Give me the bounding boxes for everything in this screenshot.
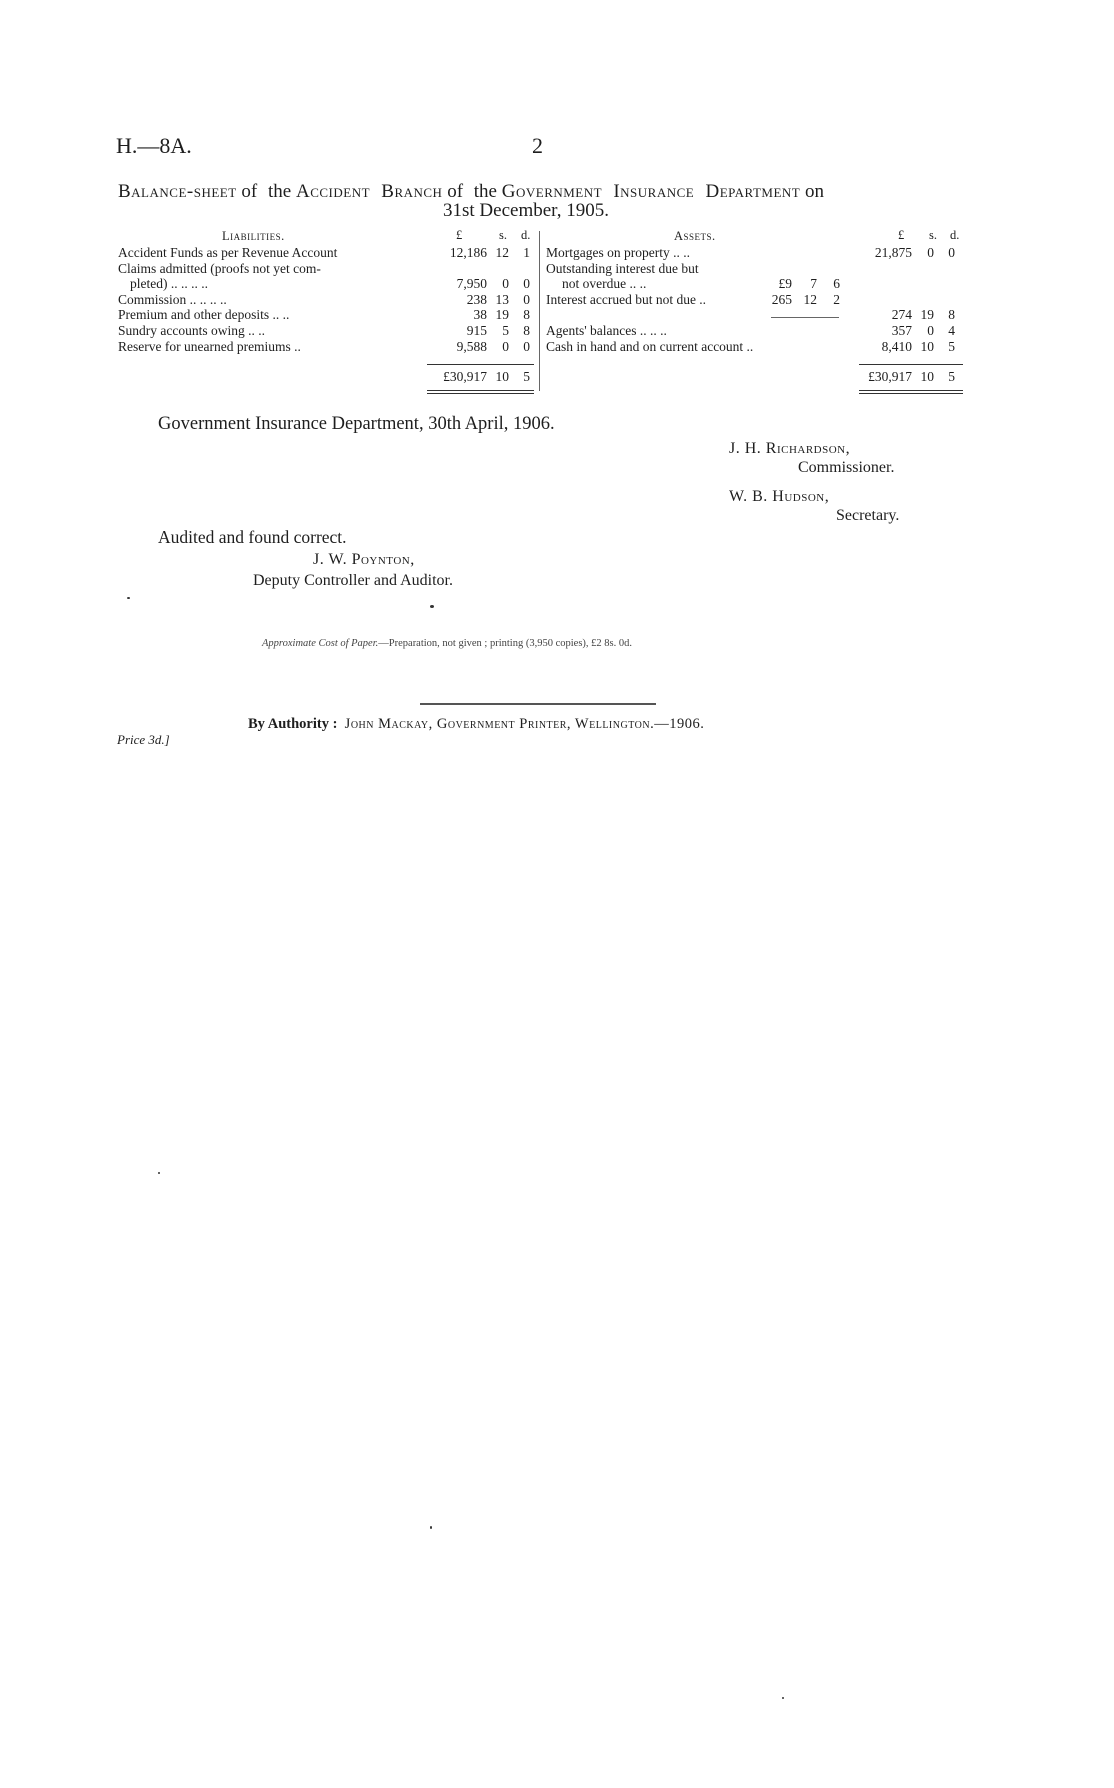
price-note: Price 3d.] xyxy=(117,732,170,747)
total-double-rule xyxy=(427,390,534,391)
asset-label: Cash in hand and on current account .. xyxy=(546,338,754,354)
asset-sub-pounds: 265 xyxy=(771,291,792,307)
liabilities-heading: Liabilities. xyxy=(222,229,285,243)
asset-pounds: 274 xyxy=(891,307,912,323)
total-rule xyxy=(427,364,534,365)
asset-sub-shillings: 12 xyxy=(803,291,817,307)
liabilities-total-shillings: 10 xyxy=(495,369,509,384)
title-part: of the xyxy=(241,181,292,202)
liability-pence: 1 xyxy=(523,245,530,260)
liability-pounds: 915 xyxy=(466,323,487,338)
liability-label: pleted) .. .. .. .. xyxy=(130,276,208,292)
signer-name: W. B. Hudson, xyxy=(729,488,830,505)
shillings-header: s. xyxy=(929,228,937,242)
liability-pence: 0 xyxy=(523,291,530,307)
signer-title: Commissioner. xyxy=(798,459,895,476)
page-number: 2 xyxy=(532,133,543,158)
liability-label: Claims admitted (proofs not yet com- xyxy=(118,260,321,276)
asset-sub-pence: 6 xyxy=(833,276,840,292)
liability-pounds: 12,186 xyxy=(449,245,487,260)
cost-text: —Preparation, not given ; printing (3,950 copies), £2 8s. 0d. xyxy=(378,638,632,649)
auditor-title: Deputy Controller and Auditor. xyxy=(253,572,453,589)
scan-speck xyxy=(430,605,434,608)
audit-statement: Audited and found correct. xyxy=(158,527,347,547)
assets-heading: Assets. xyxy=(674,229,716,243)
asset-pence: 4 xyxy=(948,323,955,338)
liabilities-total-pence: 5 xyxy=(523,369,530,384)
pounds-header: £ xyxy=(456,228,463,242)
subtotal-rule xyxy=(771,317,839,318)
asset-label: Interest accrued but not due .. xyxy=(546,291,707,307)
liability-shillings: 12 xyxy=(495,245,509,260)
liability-label: Premium and other deposits .. .. xyxy=(118,307,290,323)
liability-shillings: 13 xyxy=(495,291,509,307)
department-date-line: Government Insurance Department, 30th April, 1906. xyxy=(158,414,555,434)
title-part: Balance-sheet xyxy=(118,181,237,202)
liability-label: Reserve for unearned premiums .. xyxy=(118,338,301,354)
page-identifier: H.—8A. xyxy=(116,133,192,158)
assets-total-pounds: £30,917 xyxy=(868,369,912,384)
liability-shillings: 0 xyxy=(502,338,509,354)
liability-label: Sundry accounts owing .. .. xyxy=(118,323,265,338)
title-part: Government Insurance Department xyxy=(501,181,801,202)
printer-imprint xyxy=(248,716,704,733)
signer-name: J. H. Richardson, xyxy=(729,440,851,457)
liability-pence: 8 xyxy=(523,323,530,338)
liability-pence: 0 xyxy=(523,276,530,292)
asset-sub-pence: 2 xyxy=(833,291,840,307)
liability-pounds: 9,588 xyxy=(456,338,487,354)
asset-shillings: 0 xyxy=(927,323,934,338)
separator-rule xyxy=(420,703,656,705)
pence-header: d. xyxy=(521,228,531,242)
total-double-rule xyxy=(859,390,963,391)
approximate-cost-note xyxy=(262,638,632,649)
asset-pence: 8 xyxy=(948,307,955,323)
scan-speck xyxy=(127,597,130,599)
column-divider xyxy=(539,231,540,391)
auditor-name: J. W. Poynton, xyxy=(313,551,415,568)
liability-pounds: 7,950 xyxy=(456,276,487,292)
pence-header: d. xyxy=(950,228,960,242)
liability-pounds: 238 xyxy=(466,291,487,307)
signer-title: Secretary. xyxy=(836,507,900,524)
liability-shillings: 5 xyxy=(502,323,509,338)
asset-pounds: 357 xyxy=(891,323,912,338)
liability-pounds: 38 xyxy=(473,307,487,323)
asset-pounds: 21,875 xyxy=(874,245,912,260)
scan-speck xyxy=(158,1172,160,1174)
pounds-header: £ xyxy=(898,228,905,242)
title-part: on xyxy=(804,181,824,202)
assets-total-shillings: 10 xyxy=(920,369,934,384)
asset-pence: 5 xyxy=(948,338,955,354)
title-part: of the xyxy=(447,181,497,202)
asset-label: Mortgages on property .. .. xyxy=(546,245,690,260)
liability-shillings: 0 xyxy=(502,276,509,292)
asset-sub-pounds: £9 xyxy=(778,276,792,292)
scan-speck xyxy=(782,1697,784,1699)
assets-total-pence: 5 xyxy=(948,369,955,384)
total-double-rule xyxy=(859,393,963,394)
liability-label: Commission .. .. .. .. xyxy=(118,291,227,307)
liability-pence: 0 xyxy=(523,338,530,354)
asset-shillings: 19 xyxy=(920,307,934,323)
asset-sub-shillings: 7 xyxy=(810,276,817,292)
asset-pence: 0 xyxy=(948,245,955,260)
title-part: Accident Branch xyxy=(295,181,443,202)
document-date: 31st December, 1905. xyxy=(443,200,609,221)
asset-pounds: 8,410 xyxy=(881,338,912,354)
printer-name: John Mackay, Government Printer, Wellington.—1906. xyxy=(344,716,705,732)
liability-shillings: 19 xyxy=(495,307,509,323)
liability-pence: 8 xyxy=(523,307,530,323)
shillings-header: s. xyxy=(499,228,507,242)
asset-label: Agents' balances .. .. .. xyxy=(546,323,667,338)
liabilities-total-pounds: £30,917 xyxy=(443,369,487,384)
total-double-rule xyxy=(427,393,534,394)
asset-shillings: 10 xyxy=(920,338,934,354)
authority-label: By Authority : xyxy=(248,716,338,732)
asset-shillings: 0 xyxy=(927,245,934,260)
asset-label: Outstanding interest due but xyxy=(546,260,699,276)
asset-label: not overdue .. .. xyxy=(562,276,647,292)
scan-speck xyxy=(430,1526,432,1529)
cost-label: Approximate Cost of Paper. xyxy=(262,638,379,649)
total-rule xyxy=(859,364,963,365)
liability-label: Accident Funds as per Revenue Account xyxy=(118,245,338,260)
